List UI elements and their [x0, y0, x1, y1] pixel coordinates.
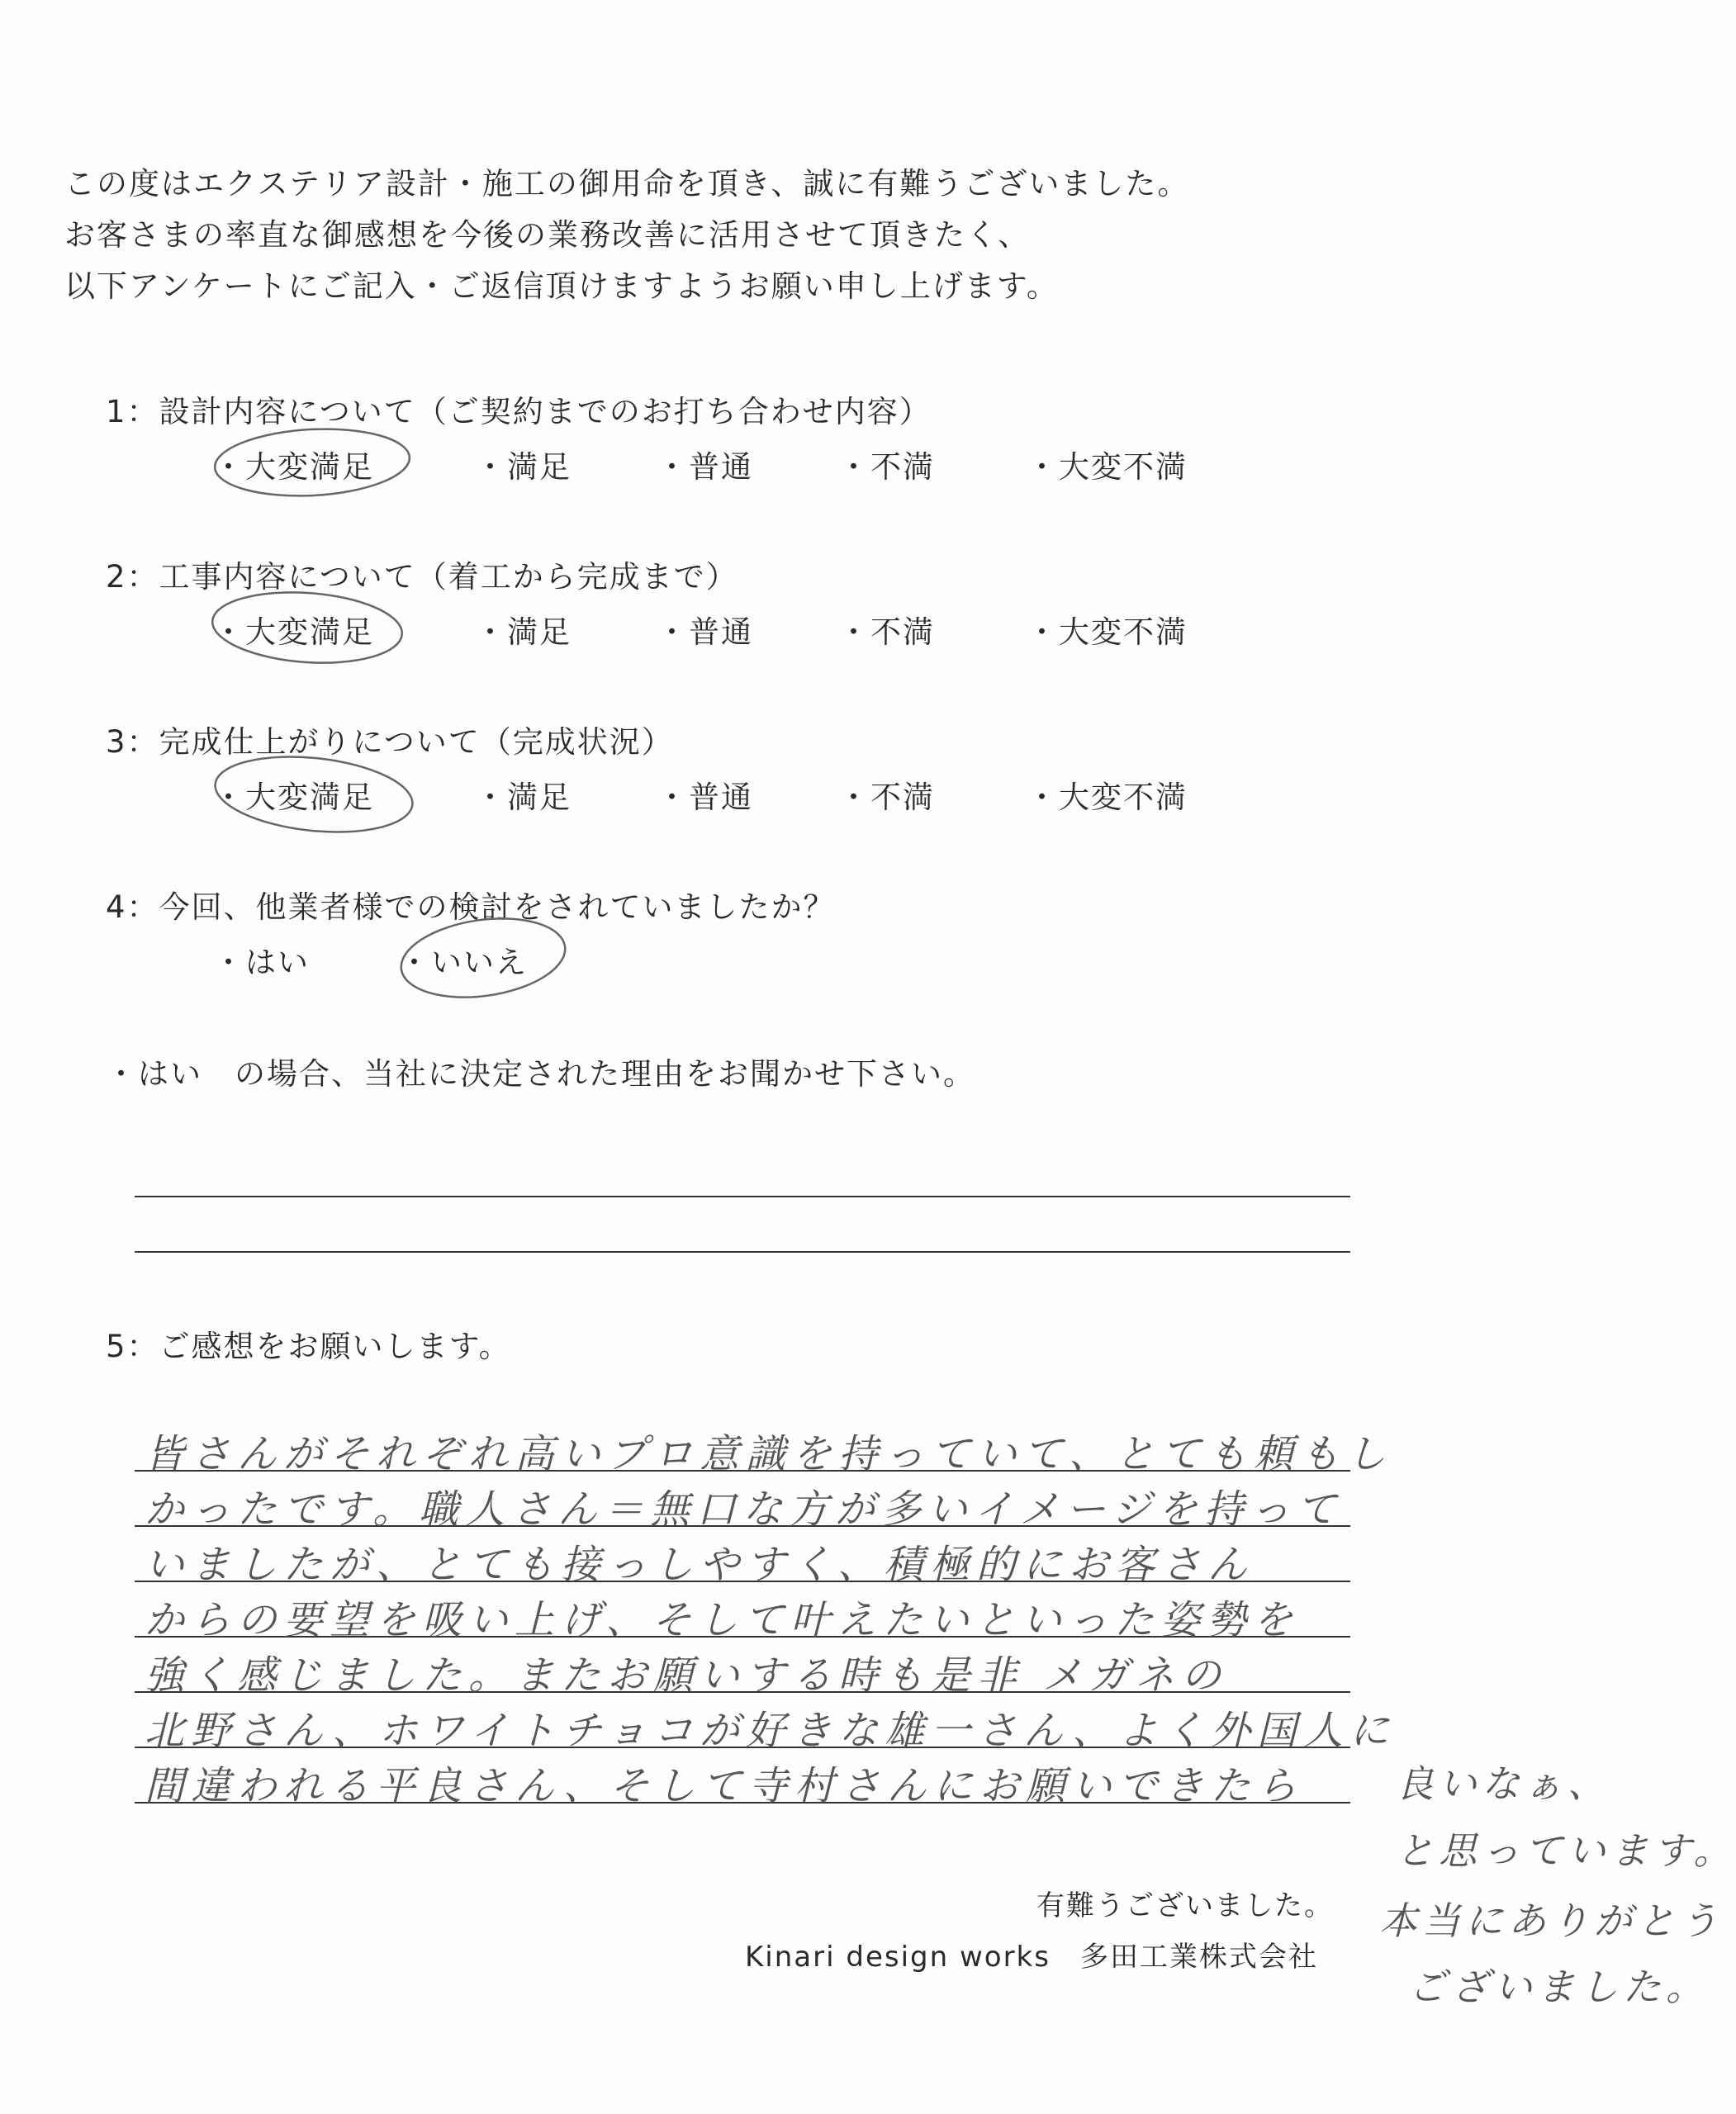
handwritten-line: 強く感じました。またお願いする時も是非 メガネの — [145, 1652, 1228, 1699]
option-very-dissatisfied[interactable]: ・大変不満 — [1027, 780, 1188, 815]
option-no[interactable]: ・いいえ — [399, 945, 528, 980]
option-very-dissatisfied[interactable]: ・大変不満 — [1027, 614, 1188, 650]
option-dissatisfied[interactable]: ・不満 — [838, 614, 935, 650]
option-neutral[interactable]: ・普通 — [657, 449, 753, 485]
option-very-dissatisfied[interactable]: ・大変不満 — [1027, 449, 1188, 485]
handwritten-line: 皆さんがそれぞれ高いプロ意識を持っていて、とても頼もし — [145, 1431, 1393, 1477]
handwritten-line: 北野さん、ホワイトチョコが好きな雄一さん、よく外国人に — [145, 1708, 1396, 1754]
option-satisfied[interactable]: ・満足 — [475, 780, 572, 815]
selection-circle — [213, 424, 411, 500]
option-yes[interactable]: ・はい — [213, 945, 310, 980]
handwritten-line: 間違われる平良さん、そして寺村さんにお願いできたら — [145, 1763, 1303, 1809]
option-very-satisfied[interactable]: ・大変満足 — [213, 614, 374, 650]
handwritten-side-line: と思っています。 — [1396, 1828, 1736, 1873]
option-very-satisfied[interactable]: ・大変満足 — [213, 449, 374, 485]
option-dissatisfied[interactable]: ・不満 — [838, 449, 935, 485]
question-4-label: 4：今回、他業者様での検討をされていましたか？ — [106, 889, 836, 925]
selection-circle — [210, 586, 404, 669]
option-neutral[interactable]: ・普通 — [657, 614, 753, 650]
reason-prompt: ・はい の場合、当社に決定された理由をお聞かせ下さい。 — [106, 1056, 975, 1092]
option-very-satisfied[interactable]: ・大変満足 — [213, 780, 374, 815]
company-name: Kinari design works 多田工業株式会社 — [745, 1941, 1318, 1974]
selection-circle — [211, 748, 416, 841]
intro-line: この度はエクステリア設計・施工の御用命を頂き、誠に有難うございました。 — [64, 166, 1190, 201]
option-neutral[interactable]: ・普通 — [657, 780, 753, 815]
option-dissatisfied[interactable]: ・不満 — [838, 780, 935, 815]
option-satisfied[interactable]: ・満足 — [475, 614, 572, 650]
handwritten-line: からの要望を吸い上げ、そして叶えたいといった姿勢を — [145, 1597, 1300, 1643]
handwritten-side-line: ございました。 — [1408, 1965, 1709, 2009]
handwritten-line: かったです。職人さん＝無口な方が多いイメージを持って — [145, 1486, 1343, 1533]
intro-line: 以下アンケートにご記入・ご返信頂けますようお願い申し上げます。 — [64, 268, 1059, 304]
question-1-label: 1：設計内容について（ご契約までのお打ち合わせ内容） — [106, 394, 932, 429]
option-satisfied[interactable]: ・満足 — [475, 449, 572, 485]
handwritten-side-line: 良いなぁ、 — [1396, 1761, 1610, 1806]
handwritten-line: いましたが、とても接っしやすく、積極的にお客さん — [145, 1542, 1255, 1588]
handwritten-side-line: 本当にありがとう — [1379, 1898, 1723, 1943]
closing-thanks: 有難うございました。 — [1036, 1889, 1334, 1922]
intro-line: お客さまの率直な御感想を今後の業務改善に活用させて頂きたく、 — [64, 217, 1031, 253]
selection-circle — [396, 909, 571, 1007]
question-2-label: 2：工事内容について（着工から完成まで） — [106, 559, 738, 595]
question-5-label: 5：ご感想をお願いします。 — [106, 1329, 511, 1364]
question-3-label: 3：完成仕上がりについて（完成状況） — [106, 724, 674, 760]
